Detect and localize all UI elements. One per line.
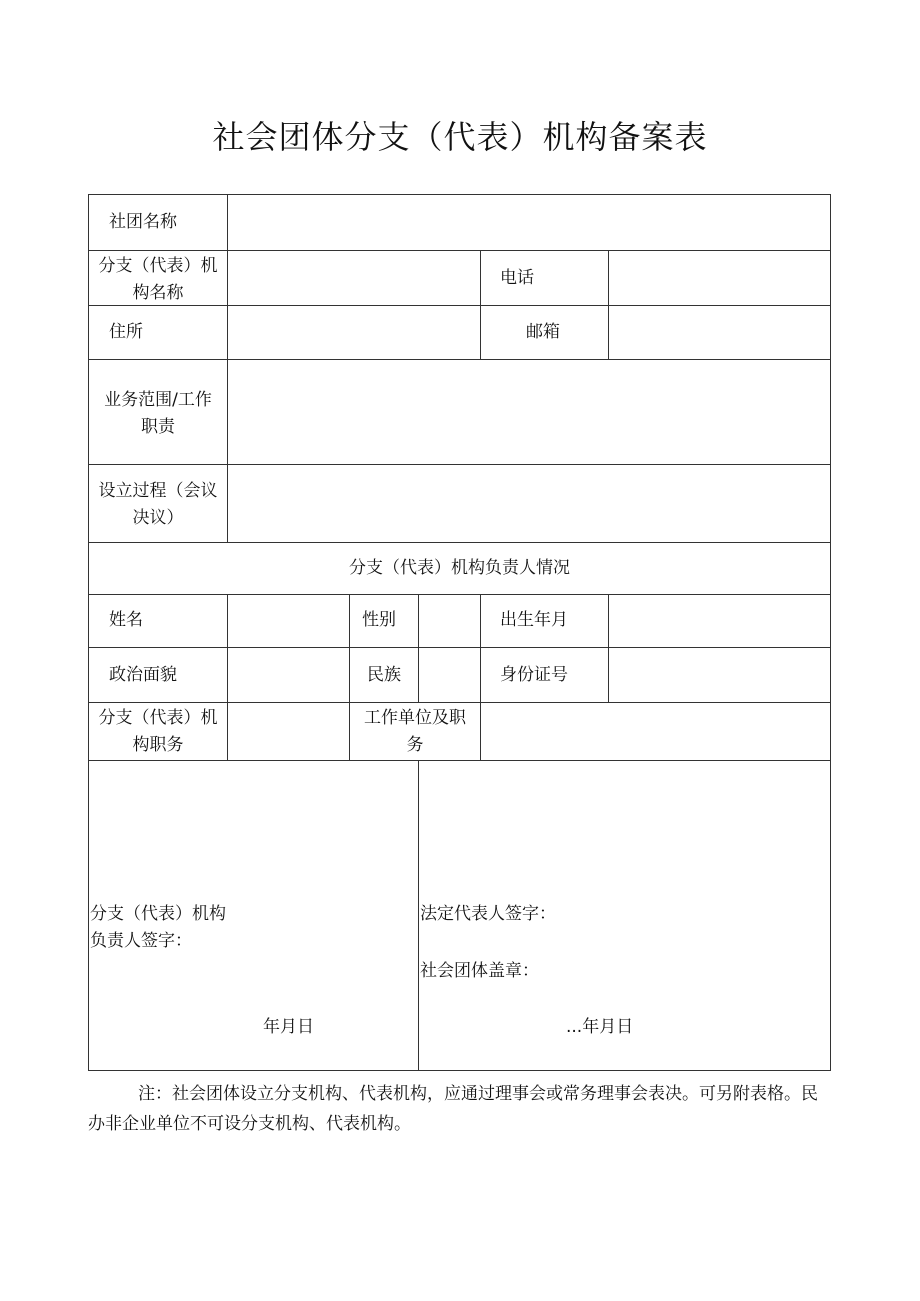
branch-name-field[interactable] bbox=[228, 251, 480, 305]
name-field[interactable] bbox=[228, 595, 349, 647]
legal-rep-signature-label: 法定代表人签字： bbox=[420, 904, 556, 924]
id-number-field[interactable] bbox=[609, 648, 830, 702]
section-heading: 分支（代表）机构负责人情况 bbox=[349, 558, 570, 578]
label-org-name: 社团名称 bbox=[109, 212, 177, 232]
leader-sign-date: 年月日 bbox=[263, 1017, 314, 1037]
page-title: 社会团体分支（代表）机构备案表 bbox=[212, 118, 708, 156]
label-political: 政治面貌 bbox=[109, 665, 177, 685]
leader-signature-area[interactable] bbox=[89, 761, 418, 1070]
birth-field[interactable] bbox=[609, 595, 830, 647]
political-field[interactable] bbox=[228, 648, 349, 702]
phone-field[interactable] bbox=[609, 251, 830, 305]
org-name-field[interactable] bbox=[228, 195, 830, 250]
label-branch-post: 分支（代表）机 构职务 bbox=[98, 708, 218, 755]
label-birth: 出生年月 bbox=[500, 610, 568, 630]
label-ethnicity: 民族 bbox=[367, 665, 401, 685]
workplace-field[interactable] bbox=[481, 703, 830, 760]
branch-post-field[interactable] bbox=[228, 703, 349, 760]
gender-field[interactable] bbox=[419, 595, 480, 647]
label-branch-name: 分支（代表）机 构名称 bbox=[98, 256, 218, 303]
label-id-number: 身份证号 bbox=[500, 665, 568, 685]
label-scope: 业务范围/工作 职责 bbox=[104, 390, 212, 437]
ethnicity-field[interactable] bbox=[419, 648, 480, 702]
label-postcode: 邮箱 bbox=[526, 322, 560, 342]
process-field[interactable] bbox=[228, 465, 830, 542]
leader-signature-label: 分支（代表）机构 负责人签字： bbox=[90, 904, 226, 951]
label-address: 住所 bbox=[109, 322, 143, 342]
label-gender: 性别 bbox=[362, 610, 396, 630]
footnote: 注：社会团体设立分支机构、代表机构，应通过理事会或常务理事会表决。可另附表格。民办非企业单位不可设分支机构、代表机构。 bbox=[88, 1084, 818, 1134]
scope-field[interactable] bbox=[228, 360, 830, 464]
label-name: 姓名 bbox=[109, 610, 143, 630]
postcode-field[interactable] bbox=[609, 306, 830, 359]
address-field[interactable] bbox=[228, 306, 480, 359]
filing-form-table bbox=[88, 194, 831, 1071]
seal-label: 社会团体盖章： bbox=[420, 961, 539, 981]
label-process: 设立过程（会议 决议） bbox=[98, 481, 218, 528]
label-workplace: 工作单位及职 务 bbox=[364, 708, 466, 755]
org-signature-area[interactable] bbox=[419, 761, 830, 1070]
org-sign-date: ...年月日 bbox=[566, 1017, 634, 1037]
label-phone: 电话 bbox=[500, 268, 534, 288]
